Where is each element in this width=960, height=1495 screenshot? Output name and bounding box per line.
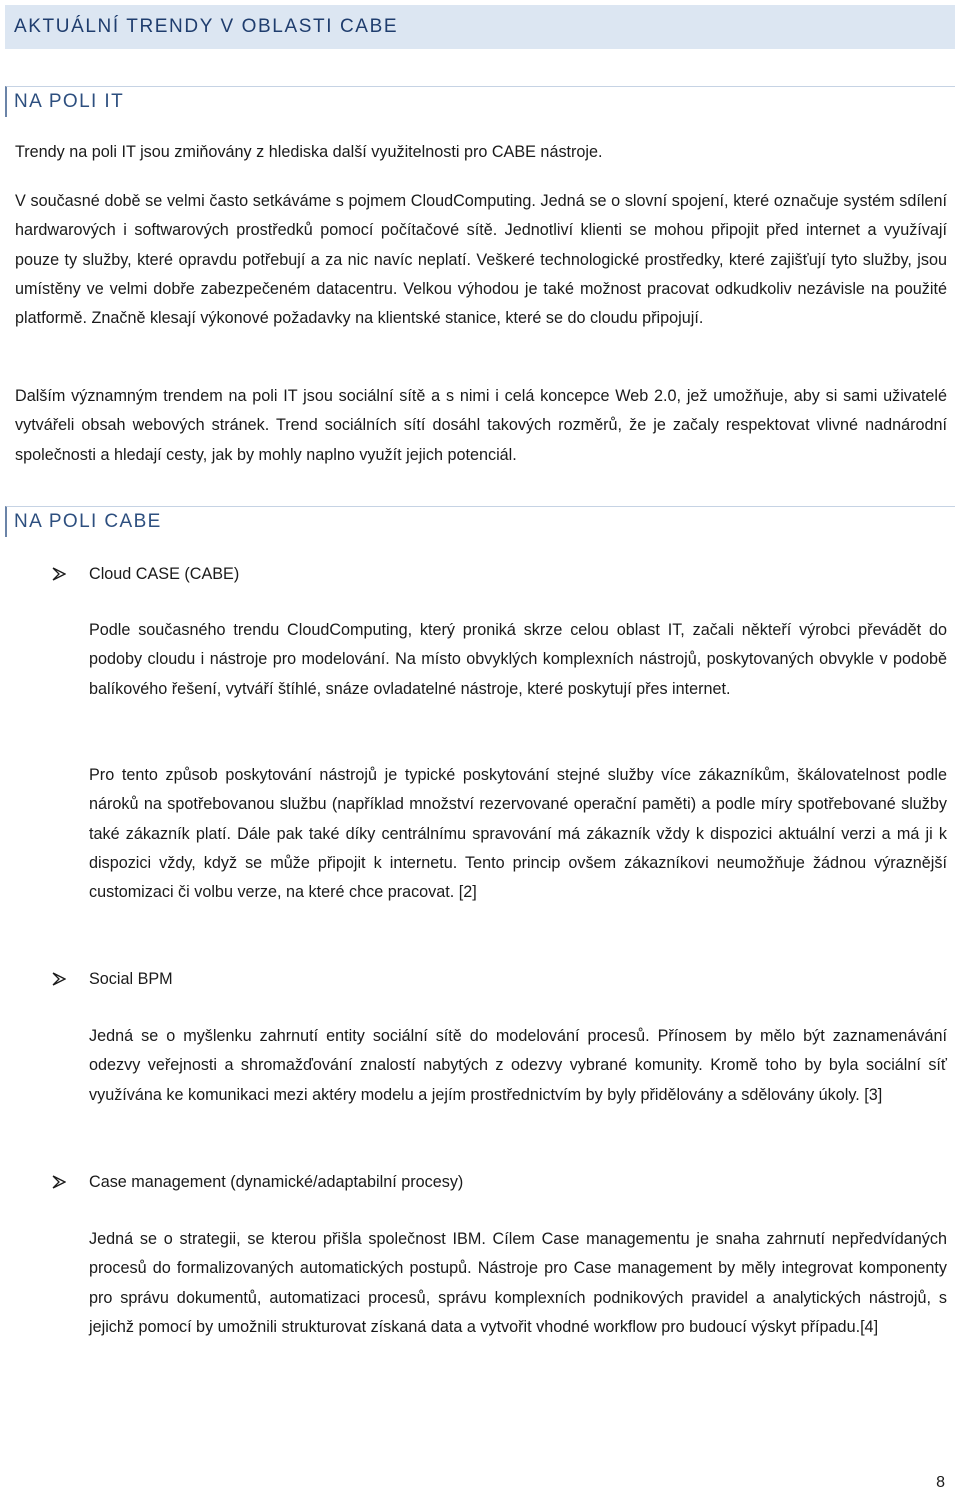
list-item bbox=[52, 563, 239, 585]
arrowhead-bullet-icon bbox=[52, 1175, 66, 1189]
list-item-label: Social BPM bbox=[89, 970, 173, 988]
paragraph: Jedná se o myšlenku zahrnutí entity sociální sítě do modelování procesů. Přínosem by mělo být zaznamenávání odezvy veřejnosti a shromažďování znalostí nabytých z odezvy vybrané komunity. Kromě toho by byla sociální síť využívána ke komunikaci mezi aktéry modelu a jejím prostřednictvím by byly přidělovány a sdělovány úkoly. [3] bbox=[89, 1027, 947, 1104]
list-item bbox=[52, 968, 173, 990]
paragraph: Jedná se o strategii, se kterou přišla společnost IBM. Cílem Case managementu je snaha zahrnutí nepředvídaných procesů do formalizovaných automatických postupů. Nástroje pro Case management by měly integrovat komponenty pro správu dokumentů, automatizaci procesů, správu komplexních podnikových pravidel a analytických nástrojů, s jejichž pomocí by umožnili strukturovat získaná data a vytvořit vhodné workflow pro budoucí výskyt případu.[4] bbox=[89, 1230, 947, 1336]
paragraph: Dalším významným trendem na poli IT jsou sociální sítě a s nimi i celá koncepce Web 2.0, jež umožňuje, aby si sami uživatelé vytvářeli obsah webových stránek. Trend sociálních sítí dosáhl takových rozměrů, že je začaly respektovat vlivné nadnárodní společnosti a hledají cesty, jak by mohly naplno využít jejich potenciál. bbox=[15, 387, 947, 464]
arrowhead-bullet-icon bbox=[52, 972, 66, 986]
section-heading-cabe: NA POLI CABE bbox=[5, 506, 955, 537]
paragraph: Trendy na poli IT jsou zmiňovány z hlediska další využitelnosti pro CABE nástroje. bbox=[15, 143, 603, 161]
page-title: AKTUÁLNÍ TRENDY V OBLASTI CABE bbox=[5, 5, 955, 49]
paragraph: V současné době se velmi často setkáváme s pojmem CloudComputing. Jedná se o slovní spojení, které označuje systém sdílení hardwarových i softwarových prostředků pomocí počítačové sítě. Jednotliví klienti se mohou připojit před internet a využívají pouze ty služby, které opravdu potřebují a za nic navíc neplatí. Veškeré technologické prostředky, které zajišťují tyto služby, jsou umístěny ve velmi dobře zabezpečeném datacentru. Velkou výhodou je také možnost pracovat odkudkoliv nezávisle na použité platformě. Značně klesají výkonové požadavky na klientské stanice, které se do cloudu připojují. bbox=[15, 192, 947, 328]
page-number: 8 bbox=[936, 1474, 945, 1491]
list-item-label: Case management (dynamické/adaptabilní procesy) bbox=[89, 1173, 464, 1191]
section-heading-it: NA POLI IT bbox=[5, 86, 955, 117]
arrowhead-bullet-icon bbox=[52, 567, 66, 581]
list-item-label: Cloud CASE (CABE) bbox=[89, 565, 240, 583]
paragraph: Pro tento způsob poskytování nástrojů je typické poskytování stejné služby více zákazníkům, škálovatelnost podle nároků na spotřebovanou službu (například množství rezervované operační paměti) a podle míry spotřebované služby také zákazník platí. Dále pak také díky centrálnímu spravování má zákazník vždy k dispozici aktuální verzi a má ji k dispozici vždy, když se může připojit k internetu. Tento princip ovšem zákazníkovi neumožňuje žádnou výraznější customizaci či volbu verze, na které chce pracovat. [2] bbox=[89, 766, 947, 902]
paragraph: Podle současného trendu CloudComputing, který proniká skrze celou oblast IT, začali někteří výrobci převádět do podoby cloudu i nástroje pro modelování. Na místo obvyklých komplexních nástrojů, poskytovaných obvykle v podobě balíkového řešení, vytváří štíhlé, snáze ovladatelné nástroje, které poskytují přes internet. bbox=[89, 621, 947, 698]
list-item bbox=[52, 1171, 463, 1193]
